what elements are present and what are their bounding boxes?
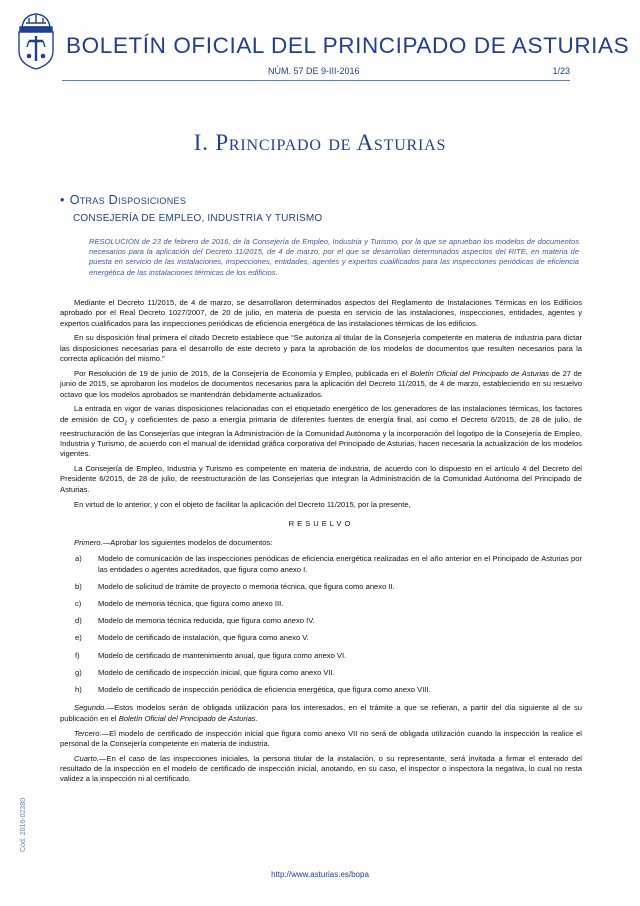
paragraph: La Consejería de Empleo, Industria y Turismo es competente en materia de industria, de acuerdo con lo dispuesto en el artículo 4 del Decreto del Presidente 6/2015, de 28 de julio, de reestructuración de las Consejerías que integran la Administración de la Comunidad Autónoma del Principado de Asturias. xyxy=(60,464,582,494)
paragraph-cuarto: Cuarto.—En el caso de las inspecciones iniciales, la persona titular de la instalación, o su representante, será invitada a firmar el enterado del resultado de la inspección en el modelo de certificado de inspección inicial, anotando, en su caso, el inspector o inspectora la negativa, lo cual no resta validez a la inspección ni al certificado. xyxy=(60,753,582,784)
bullet-icon: • xyxy=(60,193,65,207)
footer-url-link[interactable]: http://www.asturias.es/bopa xyxy=(271,870,369,879)
list-item: c) Modelo de memoria técnica, que figura como anexo III. xyxy=(75,599,284,609)
subsection-label: Otras Disposiciones xyxy=(69,193,187,207)
paragraph: En virtud de lo anterior, y con el objeto de facilitar la aplicación del Decreto 11/2015, por la presente, xyxy=(74,499,411,509)
list-item: g) Modelo de certificado de inspección inicial, que figura como anexo VII. xyxy=(75,667,335,677)
paragraph: La entrada en vigor de varias disposiciones relacionadas con el etiquetado energético de los generadores de las instalaciones térmicas, los factores de emisión de $CO_2$ y coeficientes de paso a energía primaria de diferentes fuentes de energía final, así como el Decreto 6/2015, de 28 de julio, de reestructuración de las Consejerías que integran la Administración de la Comunidad Autónoma y la incorporación del logotipo de la Consejería de Empleo, Industria y Turismo, de acuerdo con el manual de identidad gráfica corporativa del Principado de Asturias, hacen necesaria la actualización de los modelos vigentes. xyxy=(60,404,582,459)
page-number: 1/23 xyxy=(552,66,570,76)
paragraph: Mediante el Decreto 11/2015, de 4 de marzo, se desarrollaron determinados aspectos del Reglamento de Instalaciones Térmicas en los Edificios aprobado por el Real Decreto 1027/2007, de 20 de julio, en materia de puesta en servicio de las instalaciones, inspecciones, entidades, agentes y expertos cualificados para las inspecciones periódicas de eficiencia energética de las instalaciones térmicas de los edificios. xyxy=(60,298,582,328)
paragraph-primero: Primero.—Aprobar los siguientes modelos de documentos: xyxy=(74,538,273,548)
bulletin-title: BOLETÍN OFICIAL DEL PRINCIPADO DE ASTURIAS xyxy=(66,33,630,58)
paragraph: Por Resolución de 19 de junio de 2015, de la Consejería de Economía y Empleo, publicada en el Boletín Oficial del Principado de Asturias de 27 de junio de 2015, se aprobaron los modelos de documentos necesarios para la aplicación del Decreto 11/2015, de 4 de marzo, estableciendo en su resuelvo octavo que los modelos aprobados se mantendrán debidamente actualizados. xyxy=(60,368,582,399)
resuelvo-heading: RESUELVO xyxy=(288,518,354,528)
list-item: d) Modelo de memoria técnica reducida, que figura como anexo IV. xyxy=(75,616,315,626)
document-code: Cód. 2016-02380 xyxy=(20,797,27,852)
list-item: e) Modelo de certificado de instalación, que figura como anexo V. xyxy=(75,633,309,643)
list-item: a) Modelo de comunicación de las inspecciones periódicas de eficiencia energética realizadas en el año anterior en el Principado de Asturias por las entidades o agentes acreditados, que figura como anexo I. xyxy=(75,554,582,574)
list-item: b) Modelo de solicitud de trámite de proyecto o memoria técnica, que figura como anexo II. xyxy=(75,581,395,591)
ministry-name: CONSEJERÍA DE EMPLEO, INDUSTRIA Y TURISMO xyxy=(73,213,323,224)
document-body xyxy=(60,298,582,789)
coat-of-arms-logo xyxy=(14,11,58,71)
resolution-summary: RESOLUCIÓN de 23 de febrero de 2016, de la Consejería de Empleo, Industria y Turismo, por la que se aprueban los modelos de documentos necesarios para la aplicación del Decreto 11/2015, de 4 de marzo, por el que se desarrollan determinados aspectos del RITE, en materia de puesta en servicio de las instalaciones, inspecciones, entidades, agentes y expertos cualificados para las inspecciones periódicas de eficiencia energética de las instalaciones térmicas de los edificios. xyxy=(89,237,579,277)
paragraph: En su disposición final primera el citado Decreto establece que “Se autoriza al titular de la Consejería competente en materia de industria para dictar las disposiciones necesarias para el desarrollo de este decreto y para la aprobación de los modelos de documentos que resulten necesarios para la correcta aplicación del mismo.” xyxy=(60,333,582,364)
issue-number: NÚM. 57 DE 9-III-2016 xyxy=(268,66,360,76)
list-item: h) Modelo de certificado de inspección periódica de eficiencia energética, que figura como anexo VIII. xyxy=(75,685,431,695)
document-models-list xyxy=(60,554,582,695)
paragraph-segundo: Segundo.—Estos modelos serán de obligada utilización para los interesados, en el trámite a que se refieran, a partir del día siguiente al de su publicación en el Boletín Oficial del Principado de Asturias. xyxy=(60,703,582,723)
subsection-heading xyxy=(60,193,186,207)
list-item: f) Modelo de certificado de mantenimiento anual, que figura como anexo VI. xyxy=(75,650,347,660)
header-divider xyxy=(62,80,570,81)
paragraph-tercero: Tercero.—El modelo de certificado de inspección inicial que figura como anexo VII no será de obligada utilización cuando la inspección la realice el personal de la Consejería competente en materia de industria. xyxy=(60,728,582,748)
section-heading: I. Principado de Asturias xyxy=(193,130,447,155)
